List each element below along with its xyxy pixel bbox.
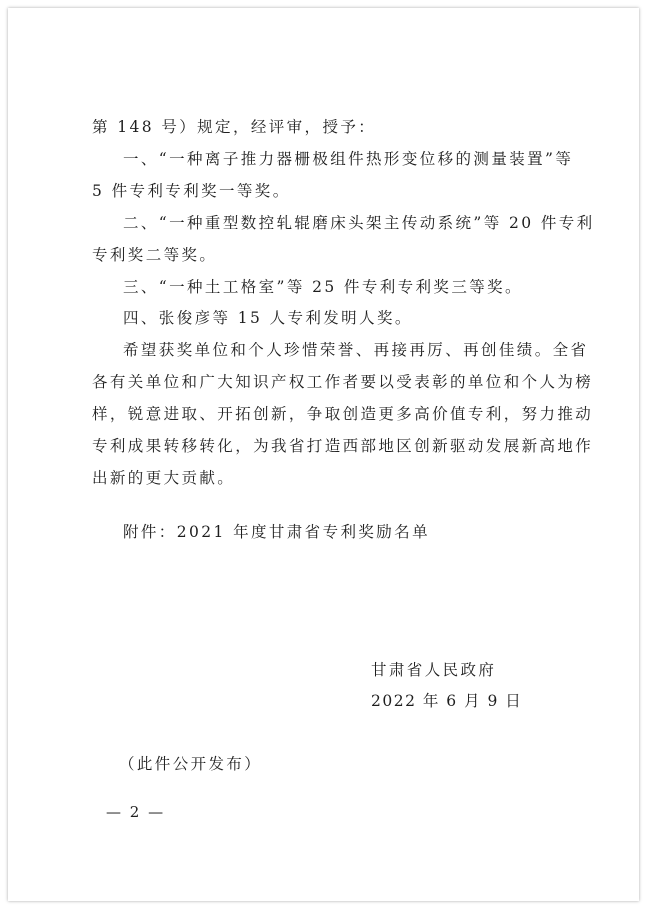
closing-paragraph-line-2: 各有关单位和广大知识产权工作者要以受表彰的单位和个人为榜 [92, 373, 594, 391]
attachment-line: 附件：2021 年度甘肃省专利奖励名单 [123, 523, 430, 541]
body-line-1: 第 148 号）规定，经评审，授予： [92, 118, 377, 136]
closing-paragraph-line-5: 出新的更大贡献。 [92, 469, 236, 487]
document-page [8, 8, 639, 901]
award-item-2: 二、“一种重型数控轧辊磨床头架主传动系统”等 20 件专利 [123, 214, 595, 232]
page-number: — 2 — [106, 803, 166, 821]
closing-paragraph-line-4: 专利成果转移转化，为我省打造西部地区创新驱动发展新高地作 [92, 437, 594, 455]
signature-organization: 甘肃省人民政府 [371, 661, 497, 679]
award-item-1-cont: 5 件专利专利奖一等奖。 [92, 182, 291, 200]
closing-paragraph-line-1: 希望获奖单位和个人珍惜荣誉、再接再厉、再创佳绩。全省 [123, 341, 589, 359]
closing-paragraph-line-3: 样，锐意进取、开拓创新，争取创造更多高价值专利，努力推动 [92, 405, 594, 423]
signature-date: 2022 年 6 月 9 日 [371, 692, 523, 710]
award-item-1: 一、“一种离子推力器栅极组件热形变位移的测量装置”等 [123, 150, 574, 168]
award-item-2-cont: 专利奖二等奖。 [92, 246, 218, 264]
publication-note: （此件公开发布） [119, 755, 263, 773]
award-item-3: 三、“一种土工格室”等 25 件专利专利奖三等奖。 [123, 278, 523, 296]
award-item-4: 四、张俊彦等 15 人专利发明人奖。 [123, 309, 413, 327]
